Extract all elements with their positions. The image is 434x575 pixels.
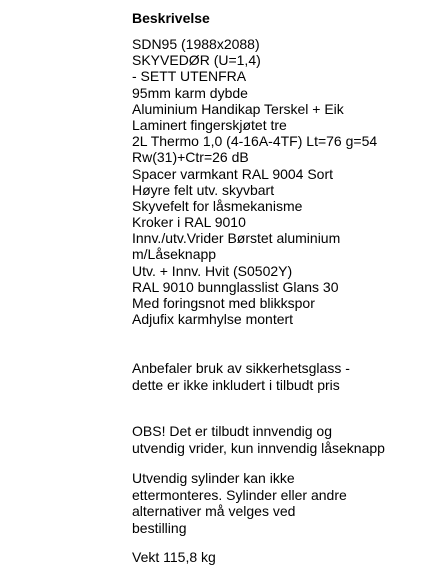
spec-line: Med foringsnot med blikkspor xyxy=(132,295,315,311)
spec-line: RAL 9010 bunnglasslist Glans 30 xyxy=(132,278,339,295)
spec-line: Adjufix karmhylse montert xyxy=(132,311,294,328)
note-line: OBS! Det er tilbudt innvendig og xyxy=(132,423,333,439)
spec-line: Rw(31)+Ctr=26 dB xyxy=(132,149,249,166)
spec-line: m/Låseknapp xyxy=(132,246,217,263)
note-line: utvendig vrider, kun innvendig låseknapp xyxy=(132,439,385,456)
cylinder-note xyxy=(132,470,347,536)
spec-line: - SETT UTENFRA xyxy=(132,68,247,85)
spec-line: Laminert fingerskjøtet tre xyxy=(132,116,287,133)
note-line: dette er ikke inkludert i tilbudt pris xyxy=(132,376,340,393)
spec-line: Spacer varmkant RAL 9004 Sort xyxy=(132,165,334,182)
spec-line: Høyre felt utv. skyvbart xyxy=(132,181,275,198)
safety-glass-note xyxy=(132,360,350,393)
spec-line: Utv. + Innv. Hvit (S0502Y) xyxy=(132,262,293,279)
spec-line: Innv./utv.Vrider Børstet aluminium xyxy=(132,230,341,247)
section-heading: Beskrivelse xyxy=(132,10,210,26)
spec-line: SKYVEDØR (U=1,4) xyxy=(132,52,261,69)
spec-line: SDN95 (1988x2088) xyxy=(132,36,260,52)
spec-list xyxy=(132,36,377,327)
weight-line: Vekt 115,8 kg xyxy=(132,549,216,565)
note-line: ettermonteres. Sylinder eller andre xyxy=(132,486,347,503)
note-line: alternativer må velges ved xyxy=(132,503,296,519)
obs-note xyxy=(132,423,385,456)
spec-line: 95mm karm dybde xyxy=(132,84,248,101)
note-line: bestilling xyxy=(132,519,187,536)
spec-line: Aluminium Handikap Terskel + Eik xyxy=(132,100,344,117)
spec-line: Kroker i RAL 9010 xyxy=(132,214,246,231)
spec-line: Skyvefelt for låsmekanisme xyxy=(132,197,303,214)
note-line: Anbefaler bruk av sikkerhetsglass - xyxy=(132,360,350,376)
note-line: Utvendig sylinder kan ikke xyxy=(132,470,295,486)
spec-line: 2L Thermo 1,0 (4-16A-4TF) Lt=76 g=54 xyxy=(132,133,378,150)
